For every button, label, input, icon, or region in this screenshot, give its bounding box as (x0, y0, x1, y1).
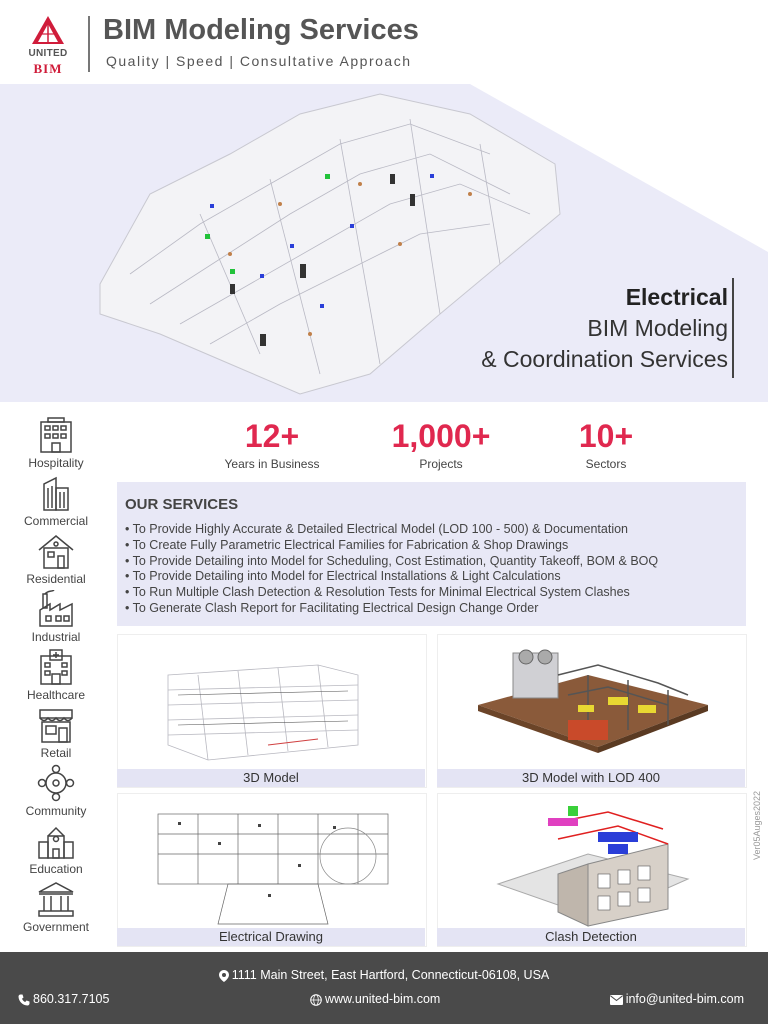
envelope-icon (610, 995, 623, 1005)
sector-commercial (0, 474, 112, 532)
footer (0, 952, 768, 1024)
hero-title (481, 284, 728, 373)
sector-label: Healthcare (26, 688, 86, 702)
stat-value: 12+ (244, 418, 300, 454)
storefront-icon (36, 706, 76, 744)
3d-model-lod400-image (438, 635, 746, 787)
sector-education (0, 822, 112, 880)
globe-icon (310, 994, 322, 1006)
school-icon (36, 822, 76, 860)
sector-label: Hospitality (28, 456, 84, 470)
stat-projects (361, 418, 521, 471)
stat-label: Years in Business (224, 457, 320, 471)
caption-electrical-drawing: Electrical Drawing (117, 928, 425, 946)
gallery-image-3d-model (117, 634, 427, 788)
sector-label: Commercial (23, 514, 88, 528)
list-item: • To Generate Clash Report for Facilitating Electrical Design Change Order (125, 601, 658, 617)
house-icon (36, 532, 76, 570)
sector-sidebar (0, 410, 112, 950)
sector-label: Community (25, 804, 87, 818)
hero-title-bar (732, 278, 734, 378)
sector-industrial (0, 590, 112, 648)
sector-label: Residential (26, 572, 86, 586)
stat-label: Sectors (585, 457, 627, 471)
footer-address (0, 968, 768, 982)
sector-label: Government (22, 920, 90, 934)
united-bim-logo (18, 14, 78, 76)
gallery-image-electrical-drawing (117, 793, 427, 947)
gallery-image-3d-model-lod400 (437, 634, 747, 788)
list-item: • To Create Fully Parametric Electrical Families for Fabrication & Shop Drawings (125, 538, 658, 554)
phone-icon (18, 994, 30, 1006)
list-item: • To Provide Detailing into Model for Electrical Installations & Light Calculations (125, 569, 658, 585)
hero-banner (0, 84, 768, 402)
government-building-icon (36, 880, 76, 918)
logo-text-united: UNITED (28, 48, 68, 59)
sector-retail (0, 706, 112, 764)
services-title: OUR SERVICES (125, 496, 239, 513)
electrical-drawing-image (118, 794, 426, 928)
sector-community (0, 764, 112, 822)
logo-text-bim: BIM (33, 61, 63, 76)
caption-3d-model: 3D Model (117, 769, 425, 787)
hero-title-coordination: & Coordination Services (481, 346, 728, 372)
footer-website[interactable] (310, 992, 440, 1006)
footer-email[interactable] (610, 992, 744, 1006)
list-item: • To Provide Highly Accurate & Detailed Electrical Model (LOD 100 - 500) & Documentation (125, 522, 658, 538)
clash-detection-image (438, 794, 746, 928)
hotel-building-icon (36, 416, 76, 454)
sector-label: Education (29, 862, 83, 876)
sector-government (0, 880, 112, 938)
phone-text: 860.317.7105 (33, 992, 110, 1006)
hero-title-bim-modeling: BIM Modeling (587, 315, 728, 341)
community-network-icon (36, 764, 76, 802)
tagline: Quality | Speed | Consultative Approach (106, 53, 412, 69)
footer-phone[interactable] (18, 992, 109, 1006)
hero-title-electrical: Electrical (625, 284, 728, 310)
website-text: www.united-bim.com (325, 992, 441, 1006)
stat-value: 1,000+ (391, 418, 491, 454)
email-text: info@united-bim.com (625, 992, 744, 1006)
gallery-image-clash-detection (437, 793, 747, 947)
factory-icon (36, 590, 76, 628)
sector-residential (0, 532, 112, 590)
services-list (125, 522, 658, 617)
address-text: 1111 Main Street, East Hartford, Connecticut-06108, USA (231, 968, 550, 982)
sector-hospitality (0, 416, 112, 474)
sector-healthcare (0, 648, 112, 706)
stat-years (192, 418, 352, 471)
3d-model-image (118, 635, 426, 787)
sector-label: Retail (40, 746, 72, 760)
list-item: • To Provide Detailing into Model for Scheduling, Cost Estimation, Quantity Takeoff, BOM & BOQ (125, 554, 658, 570)
list-item: • To Run Multiple Clash Detection & Resolution Tests for Minimal Electrical System Clashes (125, 585, 658, 601)
stat-sectors (526, 418, 686, 471)
caption-3d-model-lod400: 3D Model with LOD 400 (437, 769, 745, 787)
stat-label: Projects (419, 457, 463, 471)
version-stamp: Ver05Auges2022 (752, 790, 762, 860)
logo-triangle-icon (18, 14, 78, 48)
header-divider (88, 16, 90, 72)
sector-label: Industrial (31, 630, 81, 644)
page-title: BIM Modeling Services (103, 14, 419, 46)
office-tower-icon (36, 474, 76, 512)
services-panel (117, 482, 746, 626)
stat-value: 10+ (578, 418, 634, 454)
header (0, 0, 768, 84)
location-pin-icon (219, 970, 229, 982)
caption-clash-detection: Clash Detection (437, 928, 745, 946)
hospital-icon (36, 648, 76, 686)
